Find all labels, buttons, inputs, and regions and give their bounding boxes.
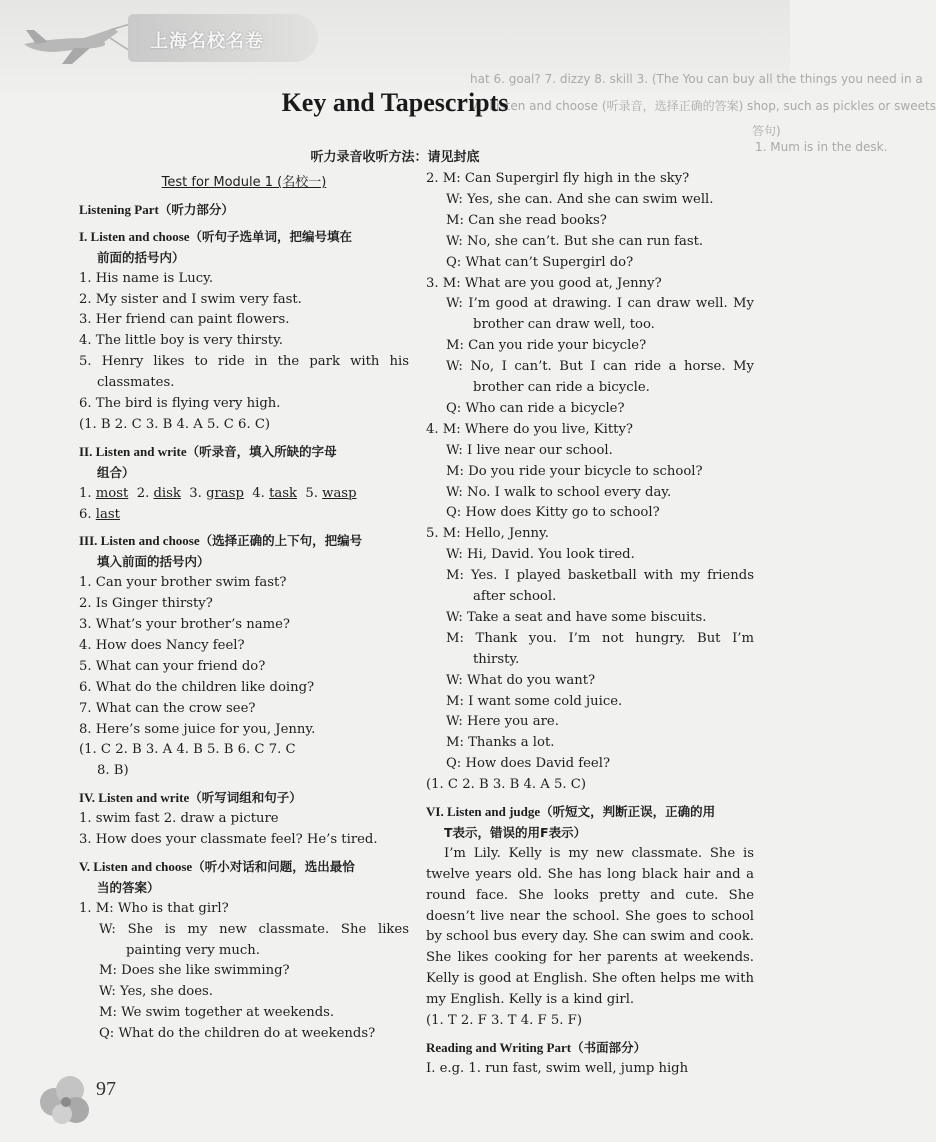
bleed-text: VI. Listen and choose (听录音，选择正确的答案) shop, such as pickles or sweets: [470, 99, 936, 113]
section-heading-cont: [97, 553, 210, 572]
content-line: 3. How does your classmate feel? He’s tired.: [79, 832, 378, 847]
module-heading: [79, 174, 409, 192]
dialogue-line: W: She is my new classmate. She likes: [99, 921, 409, 937]
section-title-cn: （听写词组和句子）: [189, 790, 302, 806]
answer-key: (1. C 2. B 3. A 4. B 5. B 6. C 7. C: [79, 742, 296, 758]
bleed-text: 答句): [752, 124, 781, 138]
dialogue-line-cont: brother can ride a bicycle.: [473, 380, 650, 395]
passage-line: doesn’t live near the school. She goes to school: [426, 908, 754, 924]
section-title-cn: 前面的括号内）: [97, 249, 185, 265]
word-answer: most: [95, 485, 129, 501]
section-title-cn: 填入前面的括号内）: [97, 554, 210, 570]
word-number: 2.: [136, 485, 154, 501]
content-line: 4. The little boy is very thirsty.: [79, 333, 283, 349]
dialogue-line: M: Can you ride your bicycle?: [446, 338, 647, 354]
dialogue-line: W: No. I walk to school every day.: [446, 484, 672, 500]
dialogue-line: Q: What do the children do at weekends?: [99, 1026, 376, 1042]
dialogue-line: W: No, I can’t. But I can ride a horse. My: [446, 359, 754, 375]
section-heading: [79, 532, 362, 551]
content-line: 2. My sister and I swim very fast.: [79, 291, 302, 307]
dialogue-line-cont: thirsty.: [473, 651, 520, 667]
flower-decoration-icon: [32, 1062, 102, 1132]
section-heading: [79, 858, 355, 877]
dialogue-line: W: Take a seat and have some biscuits.: [446, 609, 707, 625]
content-line: 7. What can the crow see?: [79, 700, 256, 716]
section-title-cn: （听短文，判断正误，正确的用: [540, 804, 716, 819]
section-title-cn: （书面部分）: [571, 1039, 647, 1055]
passage-line: twelve years old. She has long black hair and a: [426, 866, 754, 882]
word-number: 3.: [189, 485, 207, 501]
content-line: 8. Here’s some juice for you, Jenny.: [79, 721, 316, 737]
word-number: 6.: [79, 506, 96, 522]
content-line-cont: 8. B): [97, 763, 129, 779]
section-title-en: Reading and Writing Part: [426, 1039, 572, 1055]
passage-line: round face. She looks pretty and cute. She: [426, 887, 754, 903]
content-line: 4. M: Where do you live, Kitty?: [426, 421, 633, 437]
word-answer: last: [95, 506, 120, 522]
word-number: 5.: [305, 485, 323, 501]
passage-line: my English. Kelly is a kind girl.: [426, 992, 635, 1008]
dialogue-line: M: I want some cold juice.: [446, 693, 623, 709]
section-heading: [426, 803, 715, 822]
passage-line: Kelly is good at English. She often helps me with: [426, 971, 754, 987]
section-title-cn: （选择正确的上下句，把编号: [199, 533, 363, 549]
dialogue-line: M: Thank you. I’m not hungry. But I’m: [446, 630, 754, 646]
content-line: 1. M: Who is that girl?: [79, 900, 229, 916]
section-title-cn: （听录音，填入所缺的字母: [186, 443, 337, 459]
dialogue-line: Q: Who can ride a bicycle?: [446, 400, 625, 416]
dialogue-line: M: Yes. I played basketball with my friends: [446, 568, 754, 584]
answer-key: (1. T 2. F 3. T 4. F 5. F): [426, 1013, 582, 1028]
module-heading-text: Test for Module 1 (名校一): [161, 175, 327, 190]
dialogue-line: W: Hi, David. You look tired.: [446, 547, 635, 563]
section-title-en: VI. Listen and judge: [426, 804, 541, 819]
section-title-cn: 组合）: [97, 464, 135, 480]
content-line: 4. How does Nancy feel?: [79, 637, 245, 653]
banner-title: 上海名校名卷: [150, 31, 264, 52]
bleed-text: hat 6. goal? 7. dizzy 8. skill 3. (The You can buy all the things you need in a: [470, 72, 923, 86]
section-title-en: III. Listen and choose: [79, 533, 200, 549]
dialogue-line: W: What do you want?: [446, 672, 596, 688]
answer-line: [426, 1060, 688, 1078]
content-line: 1. Can your brother swim fast?: [79, 575, 287, 591]
dialogue-line: Q: What can’t Supergirl do?: [446, 254, 634, 270]
passage-line: I’m Lily. Kelly is my new classmate. She is: [444, 845, 754, 861]
page-title: Key and Tapescripts: [281, 88, 509, 117]
section-heading: [79, 228, 352, 247]
content-line: 1. swim fast 2. draw a picture: [79, 811, 279, 827]
dialogue-line-cont: painting very much.: [126, 942, 260, 958]
content-line: 3. What’s your brother’s name?: [79, 617, 290, 632]
answer-key: (1. C 2. B 3. B 4. A 5. C): [426, 777, 587, 793]
section-heading: [79, 789, 302, 808]
content-line: 5. M: Hello, Jenny.: [426, 526, 549, 542]
word-number: 4.: [252, 485, 270, 501]
page-number: 97: [96, 1078, 116, 1100]
dialogue-line: M: Thanks a lot.: [446, 735, 555, 751]
content-line: 2. Is Ginger thirsty?: [79, 596, 213, 612]
section-heading-cont: [97, 879, 160, 898]
dialogue-line: Q: How does David feel?: [446, 756, 611, 772]
dialogue-line: W: I’m good at drawing. I can draw well. My: [446, 296, 754, 312]
part-heading: [79, 201, 234, 220]
section-title-cn: （听力部分）: [158, 201, 234, 217]
word-answer: grasp: [206, 485, 244, 501]
section-heading-cont: [97, 464, 135, 483]
dialogue-line: W: Yes, she does.: [99, 984, 213, 1000]
answer-text: I. e.g. 1. run fast, swim well, jump high: [426, 1060, 689, 1076]
dialogue-line: M: We swim together at weekends.: [99, 1005, 335, 1021]
part-heading: [426, 1039, 646, 1058]
section-title-en: Listening Part: [79, 201, 159, 217]
page-subtitle: 听力录音收听方法：请见封底: [310, 150, 480, 165]
word-answer: task: [269, 485, 297, 501]
word-answer: wasp: [322, 485, 357, 501]
word-answers: [79, 485, 357, 503]
section-title-en: V. Listen and choose: [79, 858, 193, 874]
content-line: 3. M: What are you good at, Jenny?: [426, 275, 662, 291]
answer-key: (1. B 2. C 3. B 4. A 5. C 6. C): [79, 416, 271, 432]
dialogue-line-cont: after school.: [473, 589, 557, 604]
content-line: 6. What do the children like doing?: [79, 679, 315, 695]
dialogue-line: Q: How does Kitty go to school?: [446, 505, 660, 521]
dialogue-line: M: Do you ride your bicycle to school?: [446, 463, 703, 479]
section-title-en: I. Listen and choose: [79, 228, 190, 244]
dialogue-line: W: Here you are.: [446, 714, 559, 730]
dialogue-line: M: Can she read books?: [446, 212, 607, 228]
section-title-en: II. Listen and write: [79, 443, 187, 459]
content-line: 1. His name is Lucy.: [79, 270, 214, 286]
dialogue-line: W: No, she can’t. But she can run fast.: [446, 233, 704, 249]
dialogue-line: W: I live near our school.: [446, 442, 613, 458]
dialogue-line: W: Yes, she can. And she can swim well.: [446, 191, 714, 207]
content-line: 2. M: Can Supergirl fly high in the sky?: [426, 171, 690, 186]
bleed-text: 1. Mum is in the desk.: [755, 140, 888, 154]
airplane-icon: [14, 8, 144, 68]
content-line: 5. What can your friend do?: [79, 658, 266, 674]
content-line-cont: classmates.: [97, 375, 175, 391]
dialogue-line: M: Does she like swimming?: [99, 963, 290, 979]
passage-line: She likes cooking for her parents at weekends.: [426, 950, 754, 966]
section-title-cn: 当的答案）: [97, 879, 160, 895]
section-heading-cont: [97, 249, 185, 268]
word-answer: disk: [153, 485, 181, 501]
section-heading: [79, 443, 337, 462]
section-title-cn: （听小对话和问题，选出最恰: [192, 858, 355, 874]
content-line: 6. The bird is flying very high.: [79, 396, 281, 411]
section-title-en: IV. Listen and write: [79, 790, 190, 806]
section-title-cn: （听句子选单词，把编号填在: [189, 228, 353, 244]
word-number: 1.: [79, 485, 96, 501]
section-heading-cont: [444, 824, 586, 843]
section-title-cn: T表示，错误的用F表示）: [444, 824, 587, 840]
passage-line: by school bus every day. She can swim and cook.: [426, 929, 754, 945]
dialogue-line-cont: brother can draw well, too.: [473, 317, 655, 333]
content-line: 5. Henry likes to ride in the park with his: [79, 354, 409, 370]
word-answers: [79, 506, 120, 524]
content-line: 3. Her friend can paint flowers.: [79, 312, 290, 328]
